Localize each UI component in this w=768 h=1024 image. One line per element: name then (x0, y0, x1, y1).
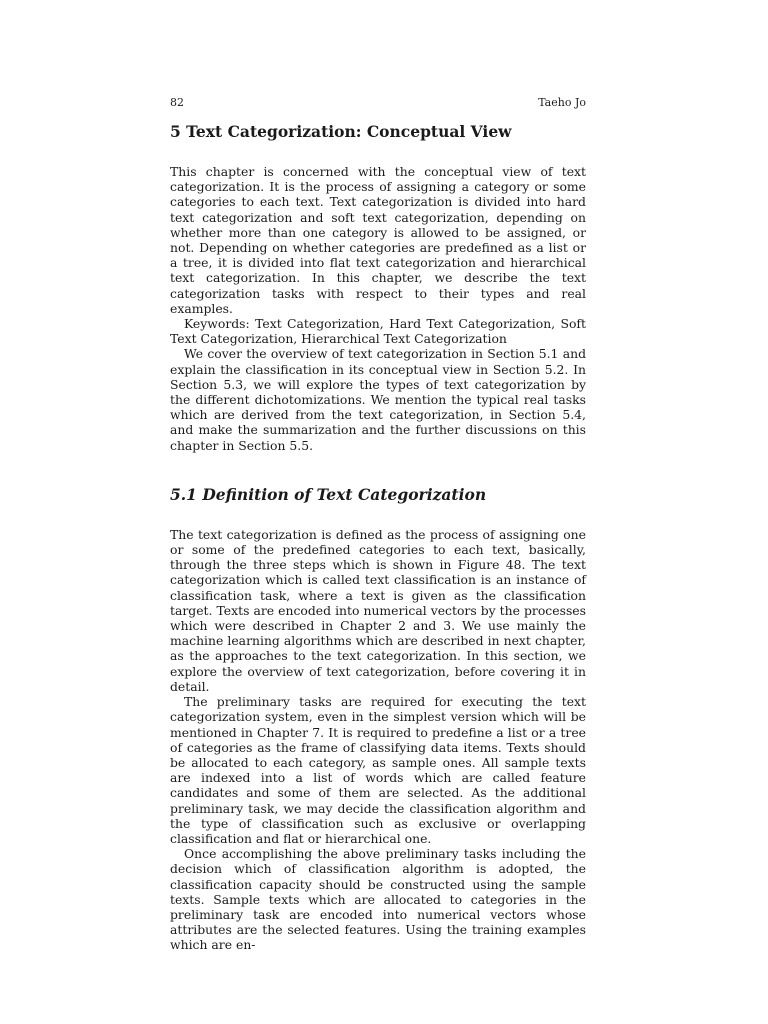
running-head-author: Taeho Jo (538, 96, 586, 109)
page (170, 96, 586, 953)
chapter-title: 5 Text Categorization: Conceptual View (170, 122, 512, 141)
chapter-overview: We cover the overview of text categorization in Section 5.1 and explain the classification in its conceptual view in Section 5.2. In Section 5.3, we will explore the types of text categorization by the different dichotomizations. We mention the typical real tasks which are derived from the text categorization, in Section 5.4, and make the summarization and the further discussions on this chapter in Section 5.5. (170, 346, 586, 453)
section-paragraph: The text categorization is defined as the process of assigning one or some of the predefined categories to each text, basically, through the three steps which is shown in Figure 48. The text categorization which is called text classification is an instance of classification task, where a text is given as the classification target. Texts are encoded into numerical vectors by the processes which were described in Chapter 2 and 3. We use mainly the machine learning algorithms which are described in next chapter, as the approaches to the text categorization. In this section, we explore the overview of text categorization, before covering it in detail. (170, 526, 586, 694)
chapter-abstract: This chapter is concerned with the conceptual view of text categorization. It is the process of assigning a category or some categories to each text. Text categorization is divided into hard text categorization and soft text categorization, depending on whether more than one category is allowed to be assigned, or not. Depending on whether categories are predefined as a list or a tree, it is divided into flat text categorization and hierarchical text categorization. In this chapter, we describe the text categorization tasks with respect to their types and real examples. (170, 164, 586, 316)
running-head (170, 96, 586, 110)
chapter-keywords: Keywords: Text Categorization, Hard Text Categorization, Soft Text Categorization, Hierarchical Text Categorization (170, 316, 586, 347)
section-title: 5.1 Definition of Text Categorization (170, 484, 487, 504)
section-paragraph: The preliminary tasks are required for executing the text categorization system, even in the simplest version which will be mentioned in Chapter 7. It is required to predefine a list or a tree of categories as the frame of classifying data items. Texts should be allocated to each category, as sample ones. All sample texts are indexed into a list of words which are called feature candidates and some of them are selected. As the additional preliminary task, we may decide the classification algorithm and the type of classification such as exclusive or overlapping classification and flat or hierarchical one. (170, 694, 586, 846)
section-paragraph: Once accomplishing the above preliminary tasks including the decision which of classification algorithm is adopted, the classification capacity should be constructed using the sample texts. Sample texts which are allocated to categories in the preliminary task are encoded into numerical vectors whose attributes are the selected features. Using the training examples which are en- (170, 846, 586, 953)
page-number: 82 (170, 96, 184, 109)
